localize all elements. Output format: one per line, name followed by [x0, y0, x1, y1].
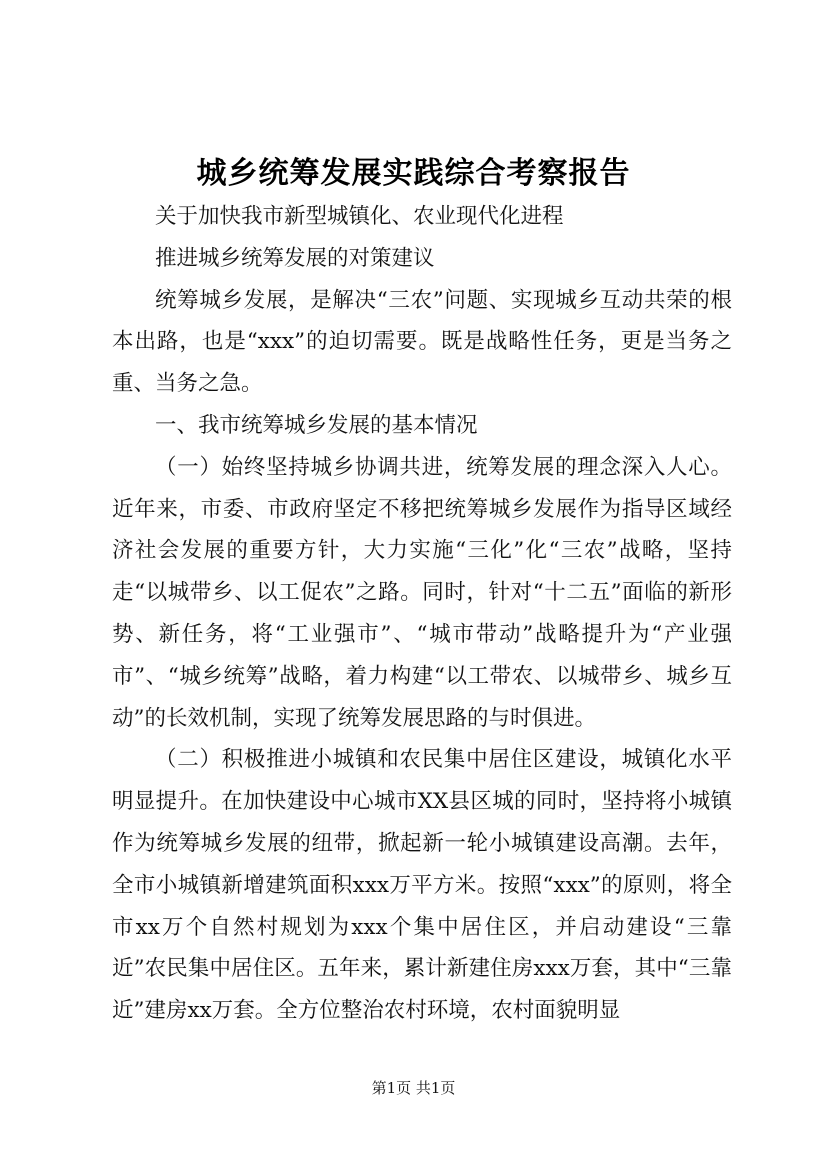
intro-paragraph: 统筹城乡发展，是解决“三农”问题、实现城乡互动共荣的根本出路，也是“xxx”的迫切需要。既是战略性任务，更是当务之重、当务之急。: [112, 287, 732, 397]
body-paragraph-2: （二）积极推进小城镇和农民集中居住区建设，城镇化水平明显提升。在加快建设中心城市XX县区城的同时，坚持将小城镇作为统筹城乡发展的纽带，掀起新一轮小城镇建设高潮。去年，全市小城镇新增建筑面积xxx万平方米。按照“xxx”的原则，将全市xx万个自然村规划为xxx个集中居住区，并启动建设“三靠近”农民集中居住区。五年来，累计新建住房xxx万套，其中“三靠近”建房xx万套。全方位整治农村环境，农村面貌明显: [112, 747, 732, 1024]
document-body: [112, 196, 732, 1032]
subtitle-line-1: 关于加快我市新型城镇化、农业现代化进程: [155, 204, 564, 229]
section-heading: 一、我市统筹城乡发展的基本情况: [155, 412, 478, 438]
document-title: 城乡统筹发展实践综合考察报告: [196, 156, 631, 191]
page-footer: 第1页 共1页: [371, 1079, 456, 1097]
body-paragraph-1: （一）始终坚持城乡协调共进，统筹发展的理念深入人心。近年来，市委、市政府坚定不移把统筹城乡发展作为指导区域经济社会发展的重要方针，大力实施“三化”化“三农”战略，坚持走“以城带乡、以工促农”之路。同时，针对“十二五”面临的新形势、新任务，将“工业强市”、“城市带动”战略提升为“产业强市”、“城乡统筹”战略，着力构建“以工带农、以城带乡、城乡互动”的长效机制，实现了统筹发展思路的与时俱进。: [112, 454, 732, 731]
subtitle-line-2: 推进城乡统筹发展的对策建议: [155, 245, 435, 271]
